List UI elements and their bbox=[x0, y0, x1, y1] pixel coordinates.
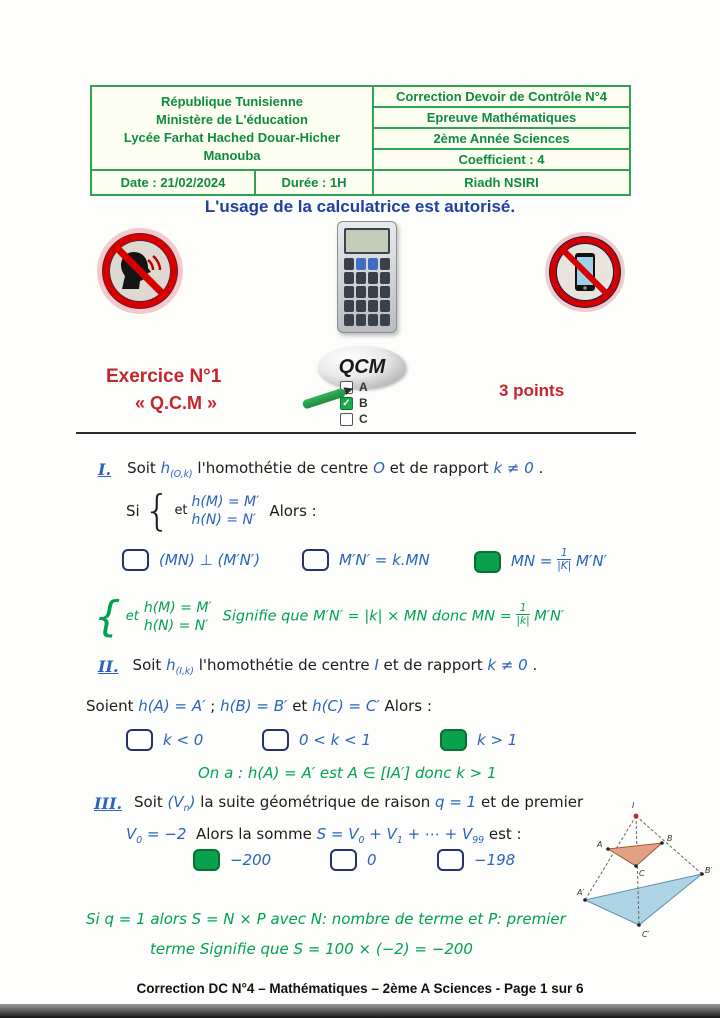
q3-option-2-label: 0 bbox=[367, 851, 377, 869]
teacher-name: Riadh NSIRI bbox=[464, 175, 539, 190]
qcm-option-c-label: C bbox=[359, 412, 368, 426]
point-I bbox=[634, 814, 639, 819]
q2-option-3 bbox=[440, 729, 517, 751]
qcm-oval-label: QCM bbox=[318, 346, 406, 388]
exam-subject: Epreuve Mathématiques bbox=[374, 108, 629, 129]
q3-statement-line2: $V_0 = -2$ Alors la somme $S = V_0 + V_1$ + ⋯ + $V_{99}$ est : bbox=[126, 825, 522, 846]
q2-option-2-label: 0 < k < 1 bbox=[299, 731, 371, 749]
calculator-key bbox=[380, 258, 390, 270]
q1-hypothesis bbox=[126, 486, 317, 535]
q2-option-1-label: k < 0 bbox=[163, 731, 204, 749]
q2-given: Soient h(A) = A′ ; h(B) = B′ et h(C) = C′ Alors : bbox=[86, 697, 432, 715]
calculator-notice: L'usage de la calculatrice est autorisé. bbox=[204, 197, 516, 216]
calculator-key bbox=[380, 272, 390, 284]
q1-option-1 bbox=[122, 549, 260, 571]
q3-option-3-checkbox bbox=[437, 849, 464, 871]
q3-numeral: III. bbox=[94, 794, 123, 813]
q1-option-2 bbox=[302, 549, 430, 571]
q3-option-1-label: −200 bbox=[230, 851, 272, 869]
q1-statement: Soit $h_{(O,k)}$ l'homothétie de centre O et de rapport k ≠ 0 . bbox=[127, 459, 544, 480]
calculator-key bbox=[356, 314, 366, 326]
label-B2: B′ bbox=[705, 866, 713, 875]
calculator-key bbox=[368, 272, 378, 284]
point-A2 bbox=[583, 898, 587, 902]
calculator-key bbox=[356, 300, 366, 312]
exercise-points: 3 points bbox=[499, 381, 565, 400]
school-line-1: République Tunisienne bbox=[160, 93, 304, 109]
q1-correction-equations bbox=[144, 599, 212, 635]
calculator-key bbox=[356, 272, 366, 284]
calculator-key bbox=[368, 300, 378, 312]
label-I: I bbox=[632, 801, 635, 810]
q2-correction: On a : h(A) = A′ est A ∈ [IA′] donc k > 1 bbox=[198, 764, 497, 782]
q3-option-3 bbox=[437, 849, 515, 871]
qcm-option-b-label: B bbox=[359, 396, 368, 410]
brace-symbol: { bbox=[94, 592, 121, 641]
q1-correction-equation-2: h(N) = N′ bbox=[143, 617, 209, 634]
q2-option-2-checkbox bbox=[262, 729, 289, 751]
q2-numeral: II. bbox=[98, 657, 119, 676]
q1-numeral: I. bbox=[98, 460, 112, 479]
no-phone-icon bbox=[544, 231, 626, 313]
calculator-key bbox=[380, 300, 390, 312]
q1-option-2-checkbox bbox=[302, 549, 329, 571]
q1-option-1-label: (MN) ⊥ (M′N′) bbox=[159, 551, 261, 569]
q2-option-3-checkbox bbox=[440, 729, 467, 751]
triangle-ABC bbox=[608, 843, 662, 866]
header-table-bottom bbox=[92, 169, 629, 194]
label-B: B bbox=[667, 834, 673, 843]
calculator-screen bbox=[344, 228, 390, 254]
phone-button bbox=[583, 286, 587, 290]
q2-option-1-checkbox bbox=[126, 729, 153, 751]
calculator-key bbox=[344, 286, 354, 298]
q1-option-1-checkbox bbox=[122, 549, 149, 571]
q1-alors-label: Alors : bbox=[269, 501, 317, 520]
qcm-checkbox-c bbox=[340, 413, 353, 426]
q1-et-label: et bbox=[174, 503, 188, 519]
qcm-option-c bbox=[340, 412, 368, 426]
label-A2: A′ bbox=[577, 888, 585, 897]
calculator-key bbox=[344, 272, 354, 284]
exercise-subtitle: « Q.C.M » bbox=[134, 393, 218, 413]
brace-symbol: { bbox=[143, 486, 171, 535]
q2-option-1 bbox=[126, 729, 203, 751]
calculator-key bbox=[344, 258, 354, 270]
school-info bbox=[92, 87, 374, 169]
q2-option-3-label: k > 1 bbox=[477, 731, 518, 749]
calculator-key bbox=[356, 258, 366, 270]
school-line-4: Manouba bbox=[203, 147, 261, 163]
label-A: A bbox=[597, 840, 603, 849]
header-table bbox=[90, 85, 631, 196]
calculator-key bbox=[368, 286, 378, 298]
q1-correction bbox=[94, 592, 565, 641]
point-A bbox=[606, 847, 610, 851]
q1-equation-2: h(N) = N′ bbox=[191, 511, 257, 528]
school-line-2: Ministère de L'éducation bbox=[156, 111, 308, 127]
q1-correction-equation-1: h(M) = M′ bbox=[143, 599, 212, 616]
q2-option-2 bbox=[262, 729, 371, 751]
calculator-key bbox=[344, 300, 354, 312]
q1-equation-1: h(M) = M′ bbox=[191, 493, 260, 510]
page-bottom-edge bbox=[0, 1004, 720, 1018]
qcm-checkbox-b-checked: ✓ bbox=[340, 397, 353, 410]
q1-correction-text: Signifie que M′N′ = |k| × MN donc MN = $\frac{1}{|k|}$ M′N′ bbox=[222, 602, 565, 628]
point-B bbox=[660, 841, 664, 845]
q3-option-1-checkbox bbox=[193, 849, 220, 871]
no-talking-icon bbox=[96, 227, 184, 315]
q3-correction-line1: Si q = 1 alors S = N × P avec N: nombre de terme et P: premier bbox=[86, 910, 566, 928]
q1-correction-et: et bbox=[125, 609, 139, 625]
label-C2: C′ bbox=[642, 930, 650, 939]
calculator-keys bbox=[344, 258, 390, 326]
q1-option-3-label: MN = $\frac{1}{|K|}$ M′N′ bbox=[511, 547, 607, 573]
q2-statement-row bbox=[98, 656, 537, 677]
q1-si-label: Si bbox=[126, 501, 140, 520]
q1-option-3 bbox=[474, 549, 607, 574]
geometry-figure bbox=[576, 786, 716, 956]
q3-correction-line2: terme Signifie que S = 100 × (−2) = −200 bbox=[150, 940, 473, 958]
point-C2 bbox=[637, 923, 641, 927]
calculator-key bbox=[368, 314, 378, 326]
exercise-title: Exercice N°1 bbox=[106, 366, 222, 387]
header-table-top bbox=[92, 87, 629, 169]
qcm-option-b bbox=[340, 396, 368, 410]
q2-statement: Soit $h_{(I,k)}$ l'homothétie de centre I et de rapport k ≠ 0 . bbox=[132, 656, 538, 677]
calculator-key bbox=[344, 314, 354, 326]
exam-duration: Durée : 1H bbox=[256, 171, 374, 194]
q3-statement-line1: Soit $(V_n)$ la suite géométrique de raison q = 1 et de premier bbox=[134, 793, 584, 814]
school-line-3: Lycée Farhat Hached Douar-Hicher bbox=[123, 129, 341, 145]
q3-option-2-checkbox bbox=[330, 849, 357, 871]
qcm-option-a-label: A bbox=[359, 380, 368, 394]
point-C bbox=[634, 864, 638, 868]
q1-option-2-label: M′N′ = k.MN bbox=[339, 551, 430, 569]
q3-option-2 bbox=[330, 849, 377, 871]
calculator-key bbox=[368, 258, 378, 270]
calculator-key bbox=[380, 314, 390, 326]
exam-title: Correction Devoir de Contrôle N°4 bbox=[374, 87, 629, 108]
q3-statement-row bbox=[94, 793, 583, 814]
calculator-key bbox=[356, 286, 366, 298]
exam-coefficient: Coefficient : 4 bbox=[458, 152, 545, 167]
exam-date: Date : 21/02/2024 bbox=[92, 171, 256, 194]
q3-option-3-label: −198 bbox=[474, 851, 516, 869]
section-divider bbox=[76, 432, 636, 434]
q1-option-3-checkbox bbox=[474, 551, 501, 573]
label-C: C bbox=[639, 869, 645, 878]
q1-statement-row bbox=[98, 459, 543, 480]
qcm-graphic bbox=[300, 346, 422, 432]
exam-info bbox=[374, 87, 629, 169]
calculator-key bbox=[380, 286, 390, 298]
point-B2 bbox=[700, 872, 704, 876]
exam-class: 2ème Année Sciences bbox=[374, 129, 629, 150]
q1-equations bbox=[192, 493, 260, 529]
q3-option-1 bbox=[193, 849, 271, 871]
calculator-image bbox=[337, 221, 397, 333]
triangle-A2B2C2 bbox=[585, 874, 702, 925]
footer-text: Correction DC N°4 – Mathématiques – 2ème A Sciences - Page 1 sur 6 bbox=[136, 981, 584, 996]
